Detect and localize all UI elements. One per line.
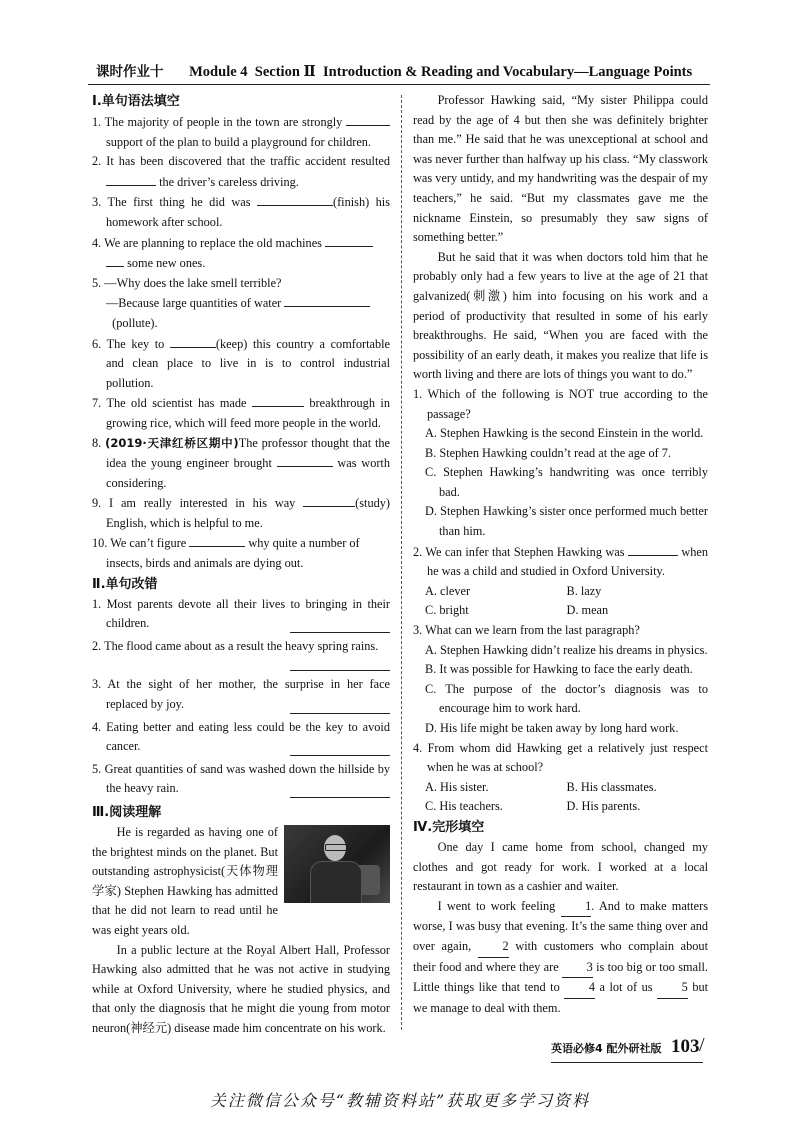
answer-blank[interactable] <box>284 293 370 307</box>
grammar-q3: 3. The first thing he did was (finish) his homework after school. <box>92 192 390 232</box>
answer-blank[interactable] <box>106 172 156 186</box>
option-a[interactable]: A. clever <box>425 583 471 598</box>
cloze-paragraph-2: I went to work feeling 1. And to make matters worse, I was busy that evening. It’s the same thing over and over again, 2 with customers who complain about their food and where they are 3 is too big or too small. Little things like that tend to 4 a lot of us 5 but we manage to deal with them. <box>413 898 709 1015</box>
answer-blank[interactable] <box>346 112 390 126</box>
grammar-q4: 4. We are planning to replace the old machines some new ones. <box>92 233 390 274</box>
page-number: 103 <box>671 1036 700 1057</box>
header-rule <box>88 84 710 85</box>
answer-line[interactable] <box>290 797 390 798</box>
answer-blank[interactable] <box>257 192 333 206</box>
book-tag: 英语必修4 配外研社版 <box>551 1042 662 1055</box>
answer-blank[interactable] <box>170 334 216 348</box>
header-title: Module 4 Section Ⅱ Introduction & Reading and Vocabulary—Language Points <box>189 64 693 80</box>
option-b[interactable]: B. lazy <box>566 583 602 598</box>
option-d[interactable]: D. Stephen Hawking’s sister once performed much better than him. <box>425 504 708 539</box>
reading-q4-options <box>413 778 708 798</box>
option-a[interactable]: A. Stephen Hawking is the second Einstein in the world. <box>425 426 704 441</box>
answer-line[interactable] <box>290 713 390 714</box>
section-3-title: Ⅲ.阅读理解 <box>92 805 162 820</box>
column-divider <box>401 95 402 1030</box>
section-1-title: Ⅰ.单句语法填空 <box>92 94 180 109</box>
source-tag: (2019·天津红桥区期中) <box>105 435 239 450</box>
cloze-blank-5[interactable]: 5 <box>657 978 688 999</box>
correction-q3: 3. At the sight of her mother, the surprise in her face replaced by joy. <box>92 677 390 712</box>
option-d[interactable]: D. His life might be taken away by long hard work. <box>425 721 679 735</box>
grammar-q7: 7. The old scientist has made breakthrough in growing rice, which will feed more people in the world. <box>92 393 390 433</box>
cloze-paragraph-1: One day I came home from school, changed my clothes and got ready for work. I worked at a local restaurant in town as a cashier and waiter. <box>413 839 708 894</box>
watermark-text: 关注微信公众号“教辅资料站”获取更多学习资料 <box>209 1091 591 1110</box>
reading-q2: 2. We can infer that Stephen Hawking was when he was a child and studied in Oxford University. <box>413 542 708 582</box>
answer-blank[interactable] <box>303 493 355 507</box>
footer-rule <box>551 1062 703 1063</box>
cloze-blank-3[interactable]: 3 <box>562 958 593 979</box>
option-a[interactable]: A. Stephen Hawking didn’t realize his dreams in physics. <box>425 642 708 657</box>
cloze-blank-1[interactable]: 1 <box>561 897 592 918</box>
option-b[interactable]: B. Stephen Hawking couldn’t read at the age of 7. <box>425 445 671 460</box>
cloze-blank-2[interactable]: 2 <box>478 937 509 958</box>
correction-q4: 4. Eating better and eating less could be the key to avoid cancer. <box>92 719 390 754</box>
glasses-shape <box>325 844 347 851</box>
hawking-photo <box>284 825 390 903</box>
answer-blank[interactable] <box>277 453 333 467</box>
answer-blank[interactable] <box>189 533 245 547</box>
option-a[interactable]: A. His sister. <box>425 779 489 794</box>
grammar-q5: 5. —Why does the lake smell terrible? <box>92 275 282 290</box>
option-c[interactable]: C. Stephen Hawking’s handwriting was once terribly bad. <box>425 465 708 499</box>
figure-body-shape <box>310 861 362 903</box>
grammar-q9: 9. I am really interested in his way (study) English, which is helpful to me. <box>92 493 390 533</box>
grammar-q1: 1. The majority of people in the town are strongly support of the plan to build a playground for children. <box>92 112 390 152</box>
grammar-q6: 6. The key to (keep) this country a comfortable and clean place to live in is to control industrial pollution. <box>92 334 390 394</box>
reading-q3: 3. What can we learn from the last paragraph? <box>413 623 640 638</box>
answer-blank[interactable] <box>325 233 373 247</box>
option-c[interactable]: C. The purpose of the doctor’s diagnosis was to encourage him to work hard. <box>425 681 708 716</box>
page-slash-decoration: / <box>699 1034 705 1056</box>
answer-blank[interactable] <box>628 542 678 556</box>
reading-q2-options <box>413 601 708 621</box>
answer-blank[interactable] <box>106 253 124 267</box>
option-d[interactable]: D. His parents. <box>566 799 641 814</box>
section-4-title: Ⅳ.完形填空 <box>413 819 485 835</box>
grammar-q5-answer: —Because large quantities of water (pollute). <box>92 293 390 333</box>
correction-q1: 1. Most parents devote all their lives to bringing in their children. <box>92 596 390 631</box>
answer-line[interactable] <box>290 632 390 633</box>
reading-q4-options <box>413 797 708 817</box>
option-d[interactable]: D. mean <box>566 603 609 618</box>
reading-paragraph-2: In a public lecture at the Royal Albert Hall, Professor Hawking also admitted that he was not active in studying while at Oxford University, where he studied physics, and that only the diagnosis that he might die young from motor neuron(神经元) disease made him concentrate on his work. <box>92 942 390 1035</box>
option-c[interactable]: C. bright <box>425 603 469 618</box>
grammar-q2: 2. It has been discovered that the traffic accident resulted the driver’s careless driving. <box>92 154 390 189</box>
option-c[interactable]: C. His teachers. <box>425 799 503 814</box>
grammar-q10: 10. We can’t figure why quite a number of insects, birds and animals are dying out. <box>92 533 390 573</box>
reading-paragraph-3: Professor Hawking said, “My sister Philippa could read by the age of 4 but then she was definitely brighter than me.” He said that he was unexceptional at school and was never further than halfway up his class. “My classwork was very untidy, and my handwriting was the despair of my teachers,” he said. “But my classmates gave me the nickname Einstein, so presumably they saw signs of something better.” <box>413 93 708 245</box>
left-column <box>92 91 390 1039</box>
header-lesson: 课时作业十 <box>96 64 164 80</box>
option-b[interactable]: B. It was possible for Hawking to face the early death. <box>425 662 693 677</box>
correction-q5: 5. Great quantities of sand was washed down the hillside by the heavy rain. <box>92 761 390 796</box>
reading-q2-options <box>413 582 708 602</box>
option-b[interactable]: B. His classmates. <box>566 779 657 794</box>
reading-q4: 4. From whom did Hawking get a relatively just respect when he was at school? <box>413 740 708 775</box>
right-column <box>413 91 708 1018</box>
answer-blank[interactable] <box>252 393 304 407</box>
answer-line[interactable] <box>290 755 390 756</box>
page-header <box>96 60 711 82</box>
cloze-blank-4[interactable]: 4 <box>564 978 595 999</box>
reading-q1: 1. Which of the following is NOT true according to the passage? <box>413 386 708 421</box>
reading-paragraph-4: But he said that it was when doctors told him that he probably only had a few years to live at the age of 21 that galvanized(刺激) him into focusing on his work and a period of productivity that resulted in some of his early breakthroughs. He said, “When you are faced with the possibility of an early death, it makes you realize that life is worth living and there are lots of things you want to do.” <box>413 249 708 382</box>
correction-q2: 2. The flood came about as a result the heavy spring rains. <box>92 638 379 653</box>
answer-line[interactable] <box>290 670 390 671</box>
reading-paragraph-1: He is regarded as having one of the brightest minds on the planet. But outstanding astrophysicist(天体物理学家) Stephen Hawking has admitted that he did not learn to read until he was eight years old. <box>92 825 278 937</box>
grammar-q8: 8. (2019·天津红桥区期中)The professor thought that the idea the young engineer brought was worth considering. <box>92 435 391 490</box>
section-2-title: Ⅱ.单句改错 <box>92 576 158 592</box>
